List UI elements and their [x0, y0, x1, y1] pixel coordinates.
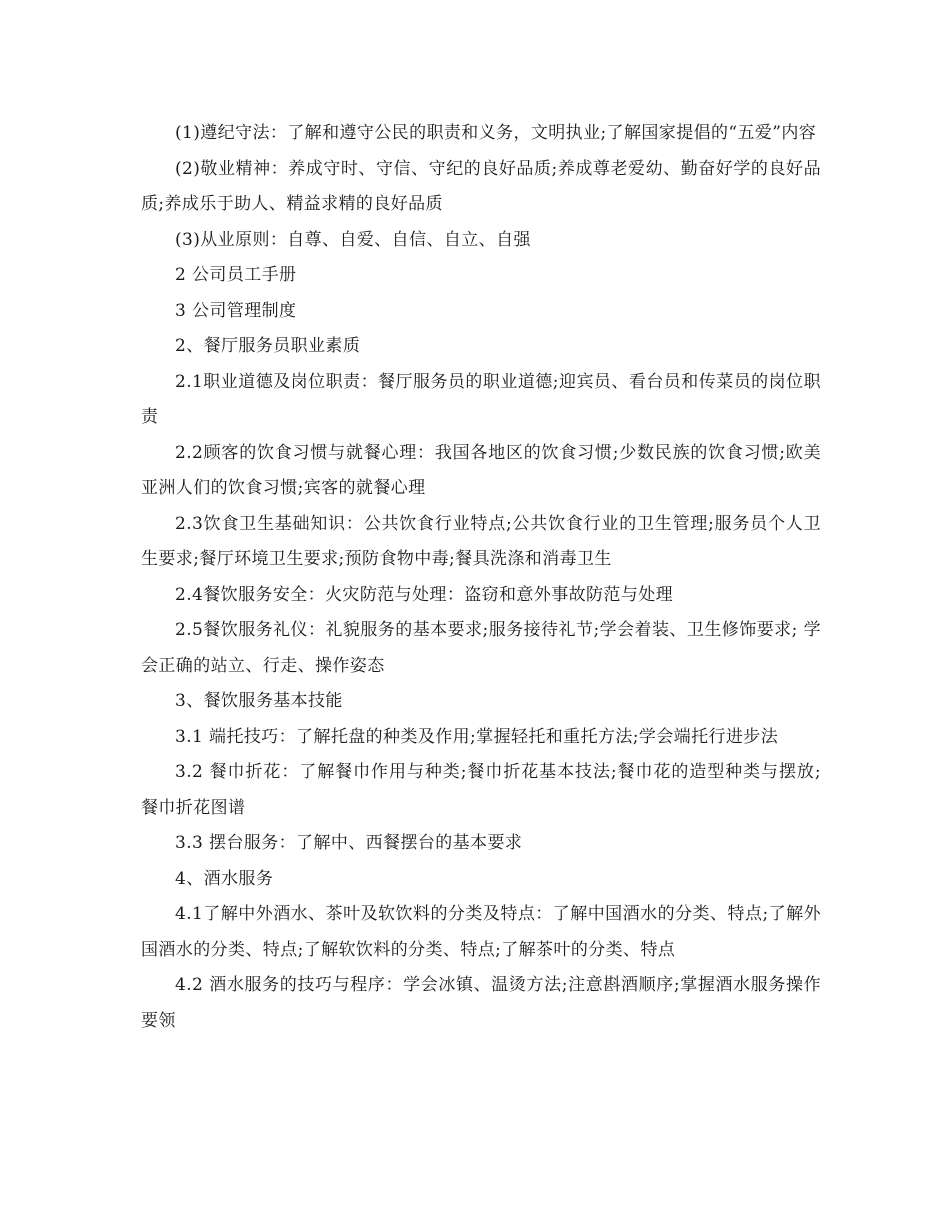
paragraph-2-2: 2.2顾客的饮食习惯与就餐心理：我国各地区的饮食习惯;少数民族的饮食习惯;欧美亚洲人们的饮食习惯;宾客的就餐心理: [141, 442, 821, 498]
paragraph-5: 3 公司管理制度: [175, 300, 297, 321]
paragraph-2-3: 2.3饮食卫生基础知识：公共饮食行业特点;公共饮食行业的卫生管理;服务员个人卫生要求;餐厅环境卫生要求;预防食物中毒;餐具洗涤和消毒卫生: [141, 513, 821, 569]
paragraph-4-1: 4.1了解中外酒水、茶叶及软饮料的分类及特点：了解中国酒水的分类、特点;了解外国酒水的分类、特点;了解软饮料的分类、特点;了解茶叶的分类、特点: [141, 904, 821, 960]
section-heading-2: 2、餐厅服务员职业素质: [175, 336, 361, 356]
document-body: [141, 116, 821, 1039]
paragraph-4-2: 4.2 酒水服务的技巧与程序：学会冰镇、温烫方法;注意斟酒顺序;掌握酒水服务操作要领: [141, 975, 821, 1031]
paragraph-3-2: 3.2 餐巾折花：了解餐巾作用与种类;餐巾折花基本技法;餐巾花的造型种类与摆放; 餐巾折花图谱: [141, 762, 821, 818]
paragraph-2-4: 2.4餐饮服务安全：火灾防范与处理：盗窃和意外事故防范与处理: [175, 584, 674, 605]
section-heading-3: 3、餐饮服务基本技能: [175, 691, 343, 711]
paragraph-3-1: 3.1 端托技巧：了解托盘的种类及作用;掌握轻托和重托方法;学会端托行进步法: [175, 726, 779, 747]
paragraph-2: (2)敬业精神：养成守时、守信、守纪的良好品质;养成尊老爱幼、勤奋好学的良好品质;养成乐于助人、精益求精的良好品质: [141, 158, 821, 214]
paragraph-4: 2 公司员工手册: [175, 265, 297, 285]
paragraph-3-3: 3.3 摆台服务：了解中、西餐摆台的基本要求: [175, 833, 523, 853]
paragraph-3: (3)从业原则：自尊、自爱、自信、自立、自强: [175, 229, 531, 250]
paragraph-2-1: 2.1职业道德及岗位职责：餐厅服务员的职业道德;迎宾员、看台员和传菜员的岗位职责: [141, 371, 821, 427]
paragraph-2-5: 2.5餐饮服务礼仪：礼貌服务的基本要求;服务接待礼节;学会着装、卫生修饰要求; 学会正确的站立、行走、操作姿态: [141, 620, 821, 676]
paragraph-1: (1)遵纪守法：了解和遵守公民的职责和义务，文明执业;了解国家提倡的“五爱”内容: [175, 123, 817, 143]
section-heading-4: 4、酒水服务: [175, 868, 274, 889]
